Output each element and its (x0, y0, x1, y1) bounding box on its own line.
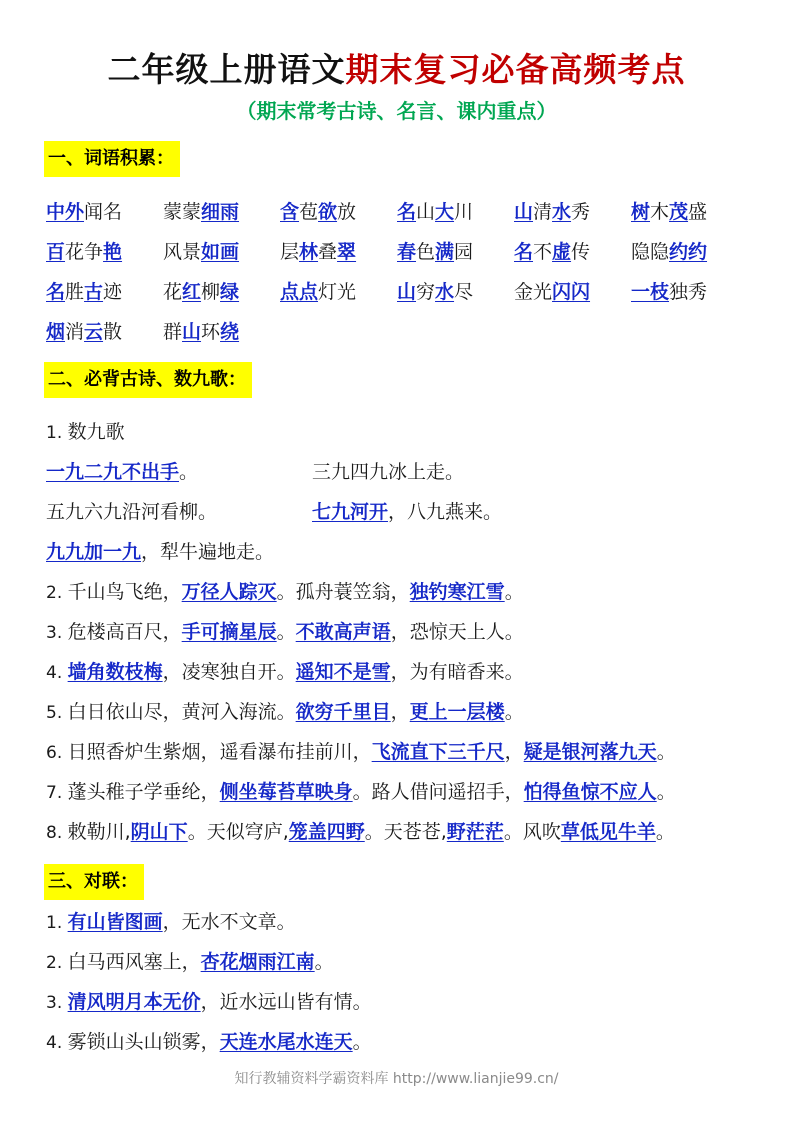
plain-text: 。 (276, 621, 296, 643)
plain-text: 蓬头稚子学垂纶， (67, 781, 220, 803)
poem-line (46, 812, 675, 852)
poem-line-second-column (312, 452, 464, 492)
plain-text: 。天苍苍, (364, 821, 447, 843)
highlighted-text: 水 (435, 281, 455, 303)
plain-text: 群 (163, 321, 183, 343)
plain-text: 。风吹 (503, 821, 561, 843)
vocabulary-row (46, 232, 748, 272)
plain-text: 盛 (688, 201, 708, 223)
poem-line (46, 572, 524, 612)
highlighted-text: 翠 (337, 241, 357, 263)
highlighted-text: 欲穷千里目 (295, 701, 391, 723)
poem-line (46, 692, 524, 732)
plain-text: 敕勒川, (67, 821, 131, 843)
highlighted-text: 红 (182, 281, 202, 303)
item-number: 4. (46, 663, 68, 683)
plain-text: 秀 (571, 201, 591, 223)
plain-text: 。 (179, 461, 199, 483)
plain-text: ，犁牛遍地走。 (141, 541, 275, 563)
vocabulary-word (514, 192, 631, 232)
highlighted-text: 独钓寒江雪 (409, 581, 505, 603)
highlighted-text: 大 (435, 201, 455, 223)
vocabulary-word (631, 232, 748, 272)
highlighted-text: 烟 (46, 321, 66, 343)
vocabulary-word (280, 192, 397, 232)
highlighted-text: 飞流直下三千尺 (371, 741, 505, 763)
highlighted-text: 百 (46, 241, 66, 263)
highlighted-text: 草低见牛羊 (560, 821, 656, 843)
vocabulary-row (46, 272, 748, 312)
plain-text: 白日依山尽，黄河入海流。 (67, 701, 296, 723)
plain-text: 尽 (454, 281, 474, 303)
vocabulary-word (163, 312, 280, 352)
highlighted-text: 名 (514, 241, 534, 263)
plain-text: ，无水不文章。 (162, 911, 296, 933)
plain-text: ，恐惊天上人。 (390, 621, 524, 643)
highlighted-text: 笼盖四野 (288, 821, 365, 843)
highlighted-text: 不敢高声语 (295, 621, 391, 643)
plain-text: 闻名 (84, 201, 123, 223)
plain-text: 山 (416, 201, 436, 223)
plain-text: 消 (65, 321, 85, 343)
plain-text: 花争 (65, 241, 104, 263)
vocabulary-word (631, 192, 748, 232)
item-number: 1. (46, 913, 68, 933)
vocabulary-word (46, 272, 163, 312)
highlighted-text: 艳 (103, 241, 123, 263)
highlighted-text: 茂 (669, 201, 689, 223)
plain-text: 色 (416, 241, 436, 263)
highlighted-text: 名 (397, 201, 417, 223)
section-heading-vocabulary: 一、词语积累： (44, 141, 180, 177)
plain-text: 。 (655, 821, 675, 843)
plain-text: 独秀 (669, 281, 708, 303)
highlighted-text: 林 (299, 241, 319, 263)
plain-text: 。 (504, 701, 524, 723)
plain-text: 苞 (299, 201, 319, 223)
vocabulary-word (631, 272, 748, 312)
plain-text: ， (390, 701, 410, 723)
highlighted-text: 云 (84, 321, 104, 343)
vocabulary-row (46, 192, 748, 232)
plain-text: 穷 (416, 281, 436, 303)
title-part-black: 二年级上册语文 (107, 50, 346, 89)
poem-line (46, 492, 217, 532)
highlighted-text: 七九河开 (312, 501, 389, 523)
poem-line (46, 532, 274, 572)
plain-text: 蒙蒙 (163, 201, 202, 223)
plain-text: 三九四九冰上走。 (312, 461, 465, 483)
plain-text: 。 (504, 581, 524, 603)
poem-line (46, 452, 198, 492)
vocabulary-word (163, 192, 280, 232)
highlighted-text: 九九加一九 (46, 541, 142, 563)
plain-text: 危楼高百尺， (67, 621, 182, 643)
highlighted-text: 有山皆图画 (67, 911, 163, 933)
plain-text: 叠 (318, 241, 338, 263)
highlighted-text: 绿 (220, 281, 240, 303)
plain-text: 放 (337, 201, 357, 223)
plain-text: 千山鸟飞绝， (67, 581, 182, 603)
highlighted-text: 如画 (201, 241, 240, 263)
plain-text: 园 (454, 241, 474, 263)
highlighted-text: 细雨 (201, 201, 240, 223)
vocabulary-word (46, 232, 163, 272)
page-subtitle: （期末常考古诗、名言、课内重点） (236, 99, 557, 123)
plain-text: 。 (352, 1031, 372, 1053)
highlighted-text: 春 (397, 241, 417, 263)
highlighted-text: 闪闪 (552, 281, 591, 303)
plain-text: 日照香炉生紫烟，遥看瀑布挂前川， (67, 741, 372, 763)
highlighted-text: 遥知不是雪 (295, 661, 391, 683)
plain-text: 。 (314, 951, 334, 973)
plain-text: ，近水远山皆有情。 (200, 991, 372, 1013)
vocabulary-word (46, 312, 163, 352)
poem-line (46, 652, 524, 692)
plain-text: 花 (163, 281, 183, 303)
item-number: 6. (46, 743, 68, 763)
item-number: 7. (46, 783, 68, 803)
vocabulary-word (280, 272, 397, 312)
vocabulary-word (397, 232, 514, 272)
highlighted-text: 野茫茫 (446, 821, 504, 843)
highlighted-text: 古 (84, 281, 104, 303)
poem-line (46, 412, 125, 452)
vocabulary-word (514, 272, 631, 312)
highlighted-text: 树 (631, 201, 651, 223)
vocabulary-word (397, 192, 514, 232)
item-number: 2. (46, 583, 68, 603)
vocabulary-word (163, 272, 280, 312)
poem-line (46, 732, 676, 772)
plain-text: ，为有暗香来。 (390, 661, 524, 683)
vocabulary-word (280, 232, 397, 272)
highlighted-text: 更上一层楼 (409, 701, 505, 723)
highlighted-text: 疑是银河落九天 (523, 741, 657, 763)
title-part-red: 期末复习必备高频考点 (345, 50, 686, 89)
footer-source: 知行教辅资料学霸资料库 http://www.lianjie99.cn/ (234, 1071, 559, 1087)
plain-text: 传 (571, 241, 591, 263)
plain-text: 柳 (201, 281, 221, 303)
plain-text: 木 (650, 201, 670, 223)
couplet-line (46, 1022, 372, 1062)
poem-line (46, 772, 676, 812)
vocabulary-row (46, 312, 748, 352)
item-number: 2. (46, 953, 68, 973)
plain-text: 环 (201, 321, 221, 343)
highlighted-text: 手可摘星辰 (181, 621, 277, 643)
vocabulary-grid (46, 192, 748, 352)
item-number: 8. (46, 823, 68, 843)
plain-text: 隐隐 (631, 241, 670, 263)
highlighted-text: 山 (397, 281, 417, 303)
highlighted-text: 天连水尾水连天 (219, 1031, 353, 1053)
vocabulary-word (46, 192, 163, 232)
section-heading-couplets: 三、对联： (44, 864, 144, 900)
plain-text: 。路人借问遥招手， (352, 781, 524, 803)
plain-text: 数九歌 (67, 421, 125, 443)
plain-text: 雾锁山头山锁雾， (67, 1031, 220, 1053)
highlighted-text: 侧坐莓苔草映身 (219, 781, 353, 803)
poem-line-second-column (312, 492, 502, 532)
highlighted-text: 虚 (552, 241, 572, 263)
highlighted-text: 满 (435, 241, 455, 263)
item-number: 4. (46, 1033, 68, 1053)
plain-text: ，凌寒独自开。 (162, 661, 296, 683)
page-title (0, 44, 793, 91)
item-number: 3. (46, 993, 68, 1013)
plain-text: 川 (454, 201, 474, 223)
plain-text: 。 (656, 781, 676, 803)
plain-text: 层 (280, 241, 300, 263)
couplet-line (46, 982, 372, 1022)
highlighted-text: 约约 (669, 241, 708, 263)
highlighted-text: 名 (46, 281, 66, 303)
plain-text: 五九六九沿河看柳。 (46, 501, 218, 523)
plain-text: 白马西风塞上， (67, 951, 201, 973)
couplet-line (46, 942, 334, 982)
highlighted-text: 中外 (46, 201, 85, 223)
highlighted-text: 点点 (280, 281, 319, 303)
highlighted-text: 清风明月本无价 (67, 991, 201, 1013)
highlighted-text: 欲 (318, 201, 338, 223)
plain-text: 不 (533, 241, 553, 263)
plain-text: 胜 (65, 281, 85, 303)
highlighted-text: 墙角数枝梅 (67, 661, 163, 683)
highlighted-text: 怕得鱼惊不应人 (523, 781, 657, 803)
highlighted-text: 水 (552, 201, 572, 223)
highlighted-text: 山 (514, 201, 534, 223)
highlighted-text: 含 (280, 201, 300, 223)
highlighted-text: 绕 (220, 321, 240, 343)
item-number: 1. (46, 423, 68, 443)
highlighted-text: 山 (182, 321, 202, 343)
plain-text: ，八九燕来。 (388, 501, 503, 523)
plain-text: 散 (103, 321, 123, 343)
section-heading-poems: 二、必背古诗、数九歌： (44, 362, 252, 398)
poem-line (46, 612, 524, 652)
item-number: 3. (46, 623, 68, 643)
highlighted-text: 杏花烟雨江南 (200, 951, 315, 973)
plain-text: 风景 (163, 241, 202, 263)
vocabulary-word (397, 272, 514, 312)
vocabulary-word (514, 232, 631, 272)
plain-text: 金光 (514, 281, 553, 303)
plain-text: 清 (533, 201, 553, 223)
plain-text: 。孤舟蓑笠翁， (276, 581, 410, 603)
plain-text: 。天似穹庐, (187, 821, 289, 843)
vocabulary-word (163, 232, 280, 272)
highlighted-text: 一枝 (631, 281, 670, 303)
item-number: 5. (46, 703, 68, 723)
highlighted-text: 阴山下 (130, 821, 188, 843)
highlighted-text: 万径人踪灭 (181, 581, 277, 603)
couplet-line (46, 902, 296, 942)
plain-text: ， (504, 741, 524, 763)
highlighted-text: 一九二九不出手 (46, 461, 180, 483)
plain-text: 灯光 (318, 281, 357, 303)
plain-text: 。 (656, 741, 676, 763)
plain-text: 迹 (103, 281, 123, 303)
